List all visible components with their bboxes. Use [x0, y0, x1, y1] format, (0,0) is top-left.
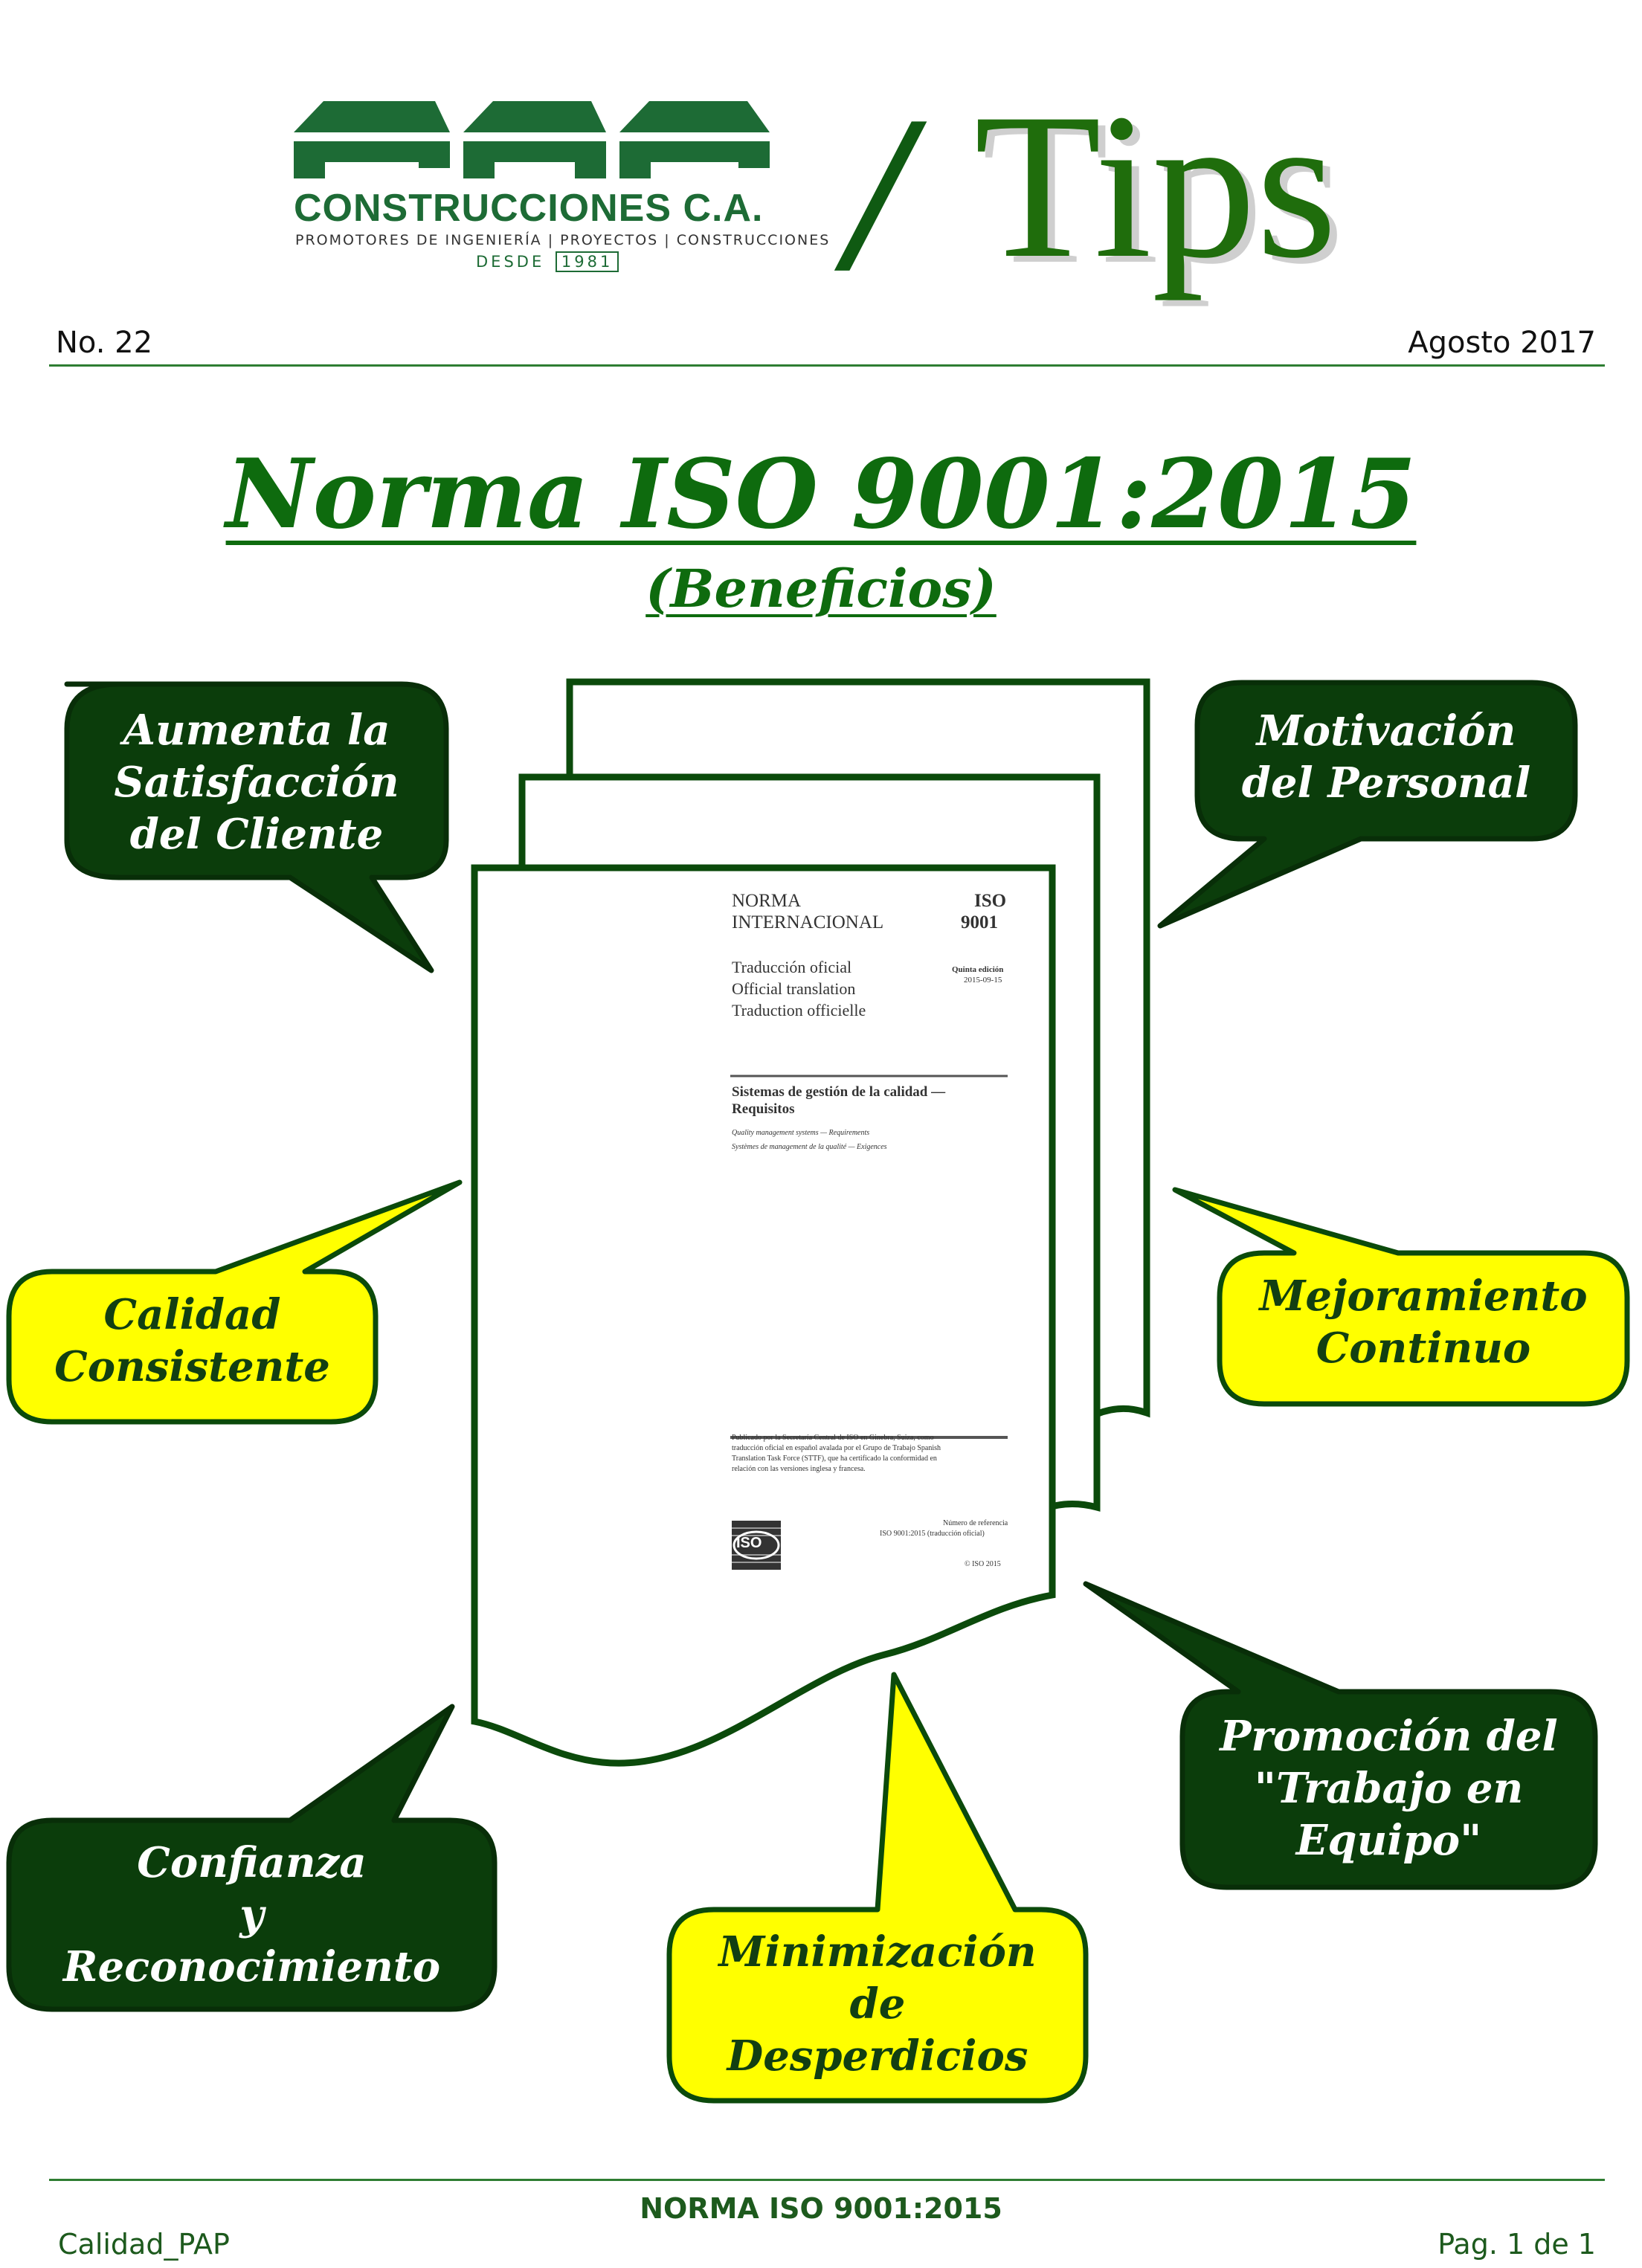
doc-pub-3: Translation Task Force (STTF), que ha certificado la conformidad en	[732, 1454, 937, 1463]
doc-edition: Quinta edición	[952, 965, 1004, 974]
issue-date: Agosto 2017	[1408, 326, 1596, 360]
doc-iso-logo-label: ISO	[736, 1535, 762, 1551]
doc-norma: NORMA	[732, 891, 802, 911]
benefit-satisfaccion: Aumenta la Satisfacción del Cliente	[114, 706, 399, 859]
benefit-mejoramiento: Mejoramiento Continuo	[1259, 1272, 1588, 1373]
doc-pub-4: relación con las versiones inglesa y francesa.	[732, 1465, 866, 1473]
since-year: 1981	[556, 251, 619, 272]
page-title: Norma ISO 9001:2015	[225, 439, 1417, 550]
doc-subject-1: Sistemas de gestión de la calidad —	[732, 1084, 946, 1100]
tips-slash: /	[848, 70, 910, 317]
since-label: DESDE	[476, 253, 545, 271]
company-name: CONSTRUCCIONES C.A.	[294, 187, 764, 230]
doc-trad-es: Traducción oficial	[732, 958, 852, 976]
doc-copyright: © ISO 2015	[965, 1560, 1001, 1568]
doc-ref-value: ISO 9001:2015 (traducción oficial)	[880, 1530, 985, 1538]
issue-number: No. 22	[56, 326, 153, 360]
benefit-motivacion: Motivación del Personal	[1241, 706, 1531, 808]
benefit-minimizacion: Minimización de Desperdicios	[718, 1927, 1037, 2081]
doc-ref-label: Número de referencia	[943, 1519, 1008, 1527]
company-tagline: PROMOTORES DE INGENIERÍA | PROYECTOS | CONSTRUCCIONES	[295, 232, 831, 248]
doc-alt-fr: Systèmes de management de la qualité — Exigences	[732, 1143, 887, 1151]
benefit-confianza: Confianza y Reconocimiento	[62, 1838, 441, 1991]
doc-edition-date: 2015-09-15	[964, 976, 1002, 985]
doc-alt-en: Quality management systems — Requirements	[732, 1129, 870, 1137]
doc-subject-2: Requisitos	[732, 1101, 795, 1117]
benefit-promocion: Promoción del "Trabajo en Equipo"	[1220, 1712, 1558, 1865]
footer-left: Calidad_PAP	[58, 2228, 230, 2261]
doc-trad-fr: Traduction officielle	[732, 1001, 866, 1019]
benefit-calidad: Calidad Consistente	[54, 1290, 330, 1391]
doc-iso: ISO	[974, 891, 1007, 911]
doc-internacional: INTERNACIONAL	[732, 912, 884, 932]
doc-pub-1: Publicado por la Secretaría Central de ISO en Ginebra, Suiza, como	[732, 1434, 934, 1442]
footer-page: Pag. 1 de 1	[1437, 2228, 1596, 2261]
footer-rule	[49, 2179, 1605, 2181]
doc-pub-2: traducción oficial en español avalada por el Grupo de Trabajo Spanish	[732, 1444, 941, 1452]
doc-number: 9001	[961, 912, 998, 932]
footer-title: NORMA ISO 9001:2015	[640, 2192, 1002, 2225]
tips-title: Tips	[974, 70, 1337, 301]
doc-trad-en: Official translation	[732, 979, 856, 998]
page-subtitle: (Beneficios)	[645, 558, 997, 619]
